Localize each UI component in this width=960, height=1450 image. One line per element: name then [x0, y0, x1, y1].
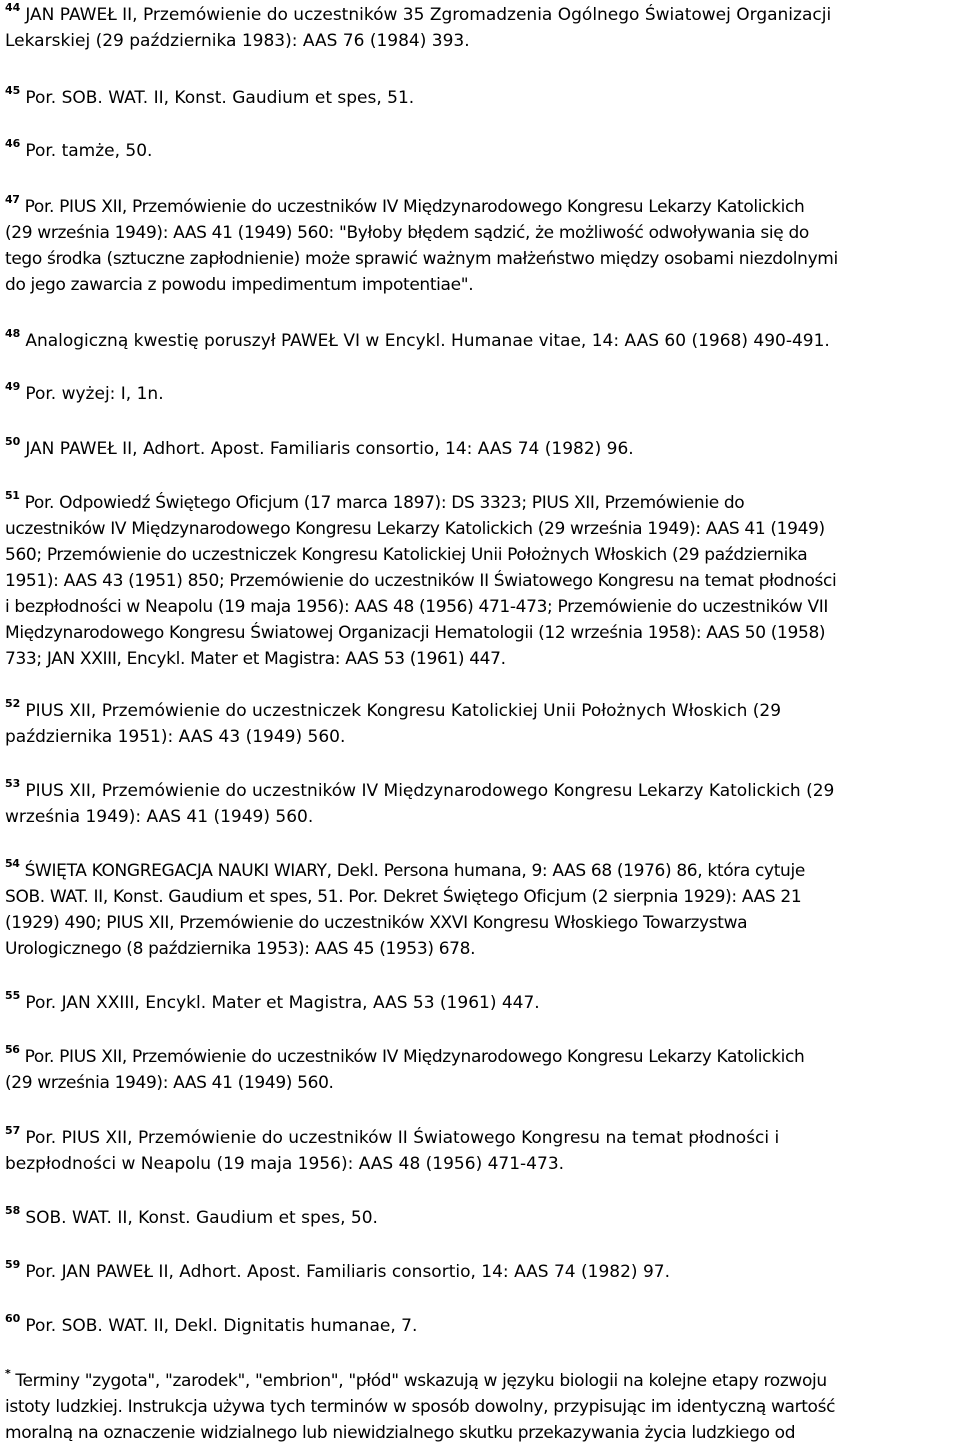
footnote-text: października 1951): AAS 43 (1949) 560. — [5, 727, 346, 747]
footnote-number: 45 — [5, 84, 21, 97]
footnote-text: tego środka (sztuczne zapłodnienie) może sprawić ważnym małżeństwo między osobami niezdolnymi — [5, 249, 838, 269]
footnote-number: 58 — [5, 1204, 21, 1217]
footnote-text: (29 września 1949): AAS 41 (1949) 560. — [5, 1073, 334, 1093]
footnote-text: Międzynarodowego Kongresu Światowej Organizacji Hematologii (12 września 1958): AAS 50 (1958) — [5, 623, 826, 643]
footnote-number: 56 — [5, 1043, 20, 1056]
footnote-text: PIUS XII, Przemówienie do uczestniczek Kongresu Katolickiej Unii Położnych Włoskich (29 — [25, 701, 782, 721]
footnote-number: 44 — [5, 1, 21, 14]
footnote-number: 46 — [5, 137, 21, 150]
footnote-47 — [5, 194, 957, 298]
footnote-number: 48 — [5, 327, 21, 340]
footnote-49 — [5, 381, 957, 407]
footnote-text: Lekarskiej (29 października 1983): AAS 76 (1984) 393. — [5, 31, 470, 51]
footnote-number: 57 — [5, 1124, 21, 1137]
footnote-text: SOB. WAT. II, Konst. Gaudium et spes, 50. — [25, 1208, 378, 1228]
footnote-text: 1951): AAS 43 (1951) 850; Przemówienie do uczestników II Światowego Kongresu na temat płodności — [5, 571, 837, 591]
footnote-number: 49 — [5, 380, 21, 393]
footnote-number: * — [5, 1367, 11, 1380]
footnote-text: 560; Przemówienie do uczestniczek Kongresu Katolickiej Unii Położnych Włoskich (29 października — [5, 545, 808, 565]
footnote-text: JAN PAWEŁ II, Przemówienie do uczestników 35 Zgromadzenia Ogólnego Światowej Organizacji — [25, 5, 832, 25]
footnote-text: i bezpłodności w Neapolu (19 maja 1956): AAS 48 (1956) 471-473; Przemówienie do uczestników VII — [5, 597, 829, 617]
footnote-59 — [5, 1259, 957, 1285]
footnote-45 — [5, 85, 957, 111]
footnote-53 — [5, 778, 957, 830]
footnote-60 — [5, 1313, 957, 1339]
footnote-52 — [5, 698, 957, 750]
footnote-text: moralną na oznaczenie widzialnego lub niewidzialnego skutku przekazywania życia ludzkiego od — [5, 1423, 796, 1443]
footnote-56 — [5, 1044, 957, 1096]
footnote-text: Por. JAN XXIII, Encykl. Mater et Magistra, AAS 53 (1961) 447. — [25, 993, 540, 1013]
footnote-text: PIUS XII, Przemówienie do uczestników IV Międzynarodowego Kongresu Lekarzy Katolickich (29 — [25, 781, 835, 801]
footnote-asterisk — [5, 1368, 957, 1446]
footnote-text: do jego zawarcia z powodu impedimentum impotentiae". — [5, 275, 474, 295]
footnote-57 — [5, 1125, 957, 1177]
footnote-51 — [5, 490, 957, 672]
footnote-text: (1929) 490; PIUS XII, Przemówienie do uczestników XXVI Kongresu Włoskiego Towarzystwa — [5, 913, 748, 933]
footnote-number: 55 — [5, 989, 21, 1002]
footnote-text: (29 września 1949): AAS 41 (1949) 560: "Byłoby błędem sądzić, że możliwość odwoływania się do — [5, 223, 809, 243]
footnote-text: Por. PIUS XII, Przemówienie do uczestników IV Międzynarodowego Kongresu Lekarzy Katolickich — [24, 1047, 805, 1067]
footnote-number: 53 — [5, 777, 21, 790]
footnote-58 — [5, 1205, 957, 1231]
footnote-number: 59 — [5, 1258, 21, 1271]
footnote-text: ŚWIĘTA KONGREGACJA NAUKI WIARY, Dekl. Persona humana, 9: AAS 68 (1976) 86, która cytuje — [24, 861, 805, 881]
footnote-number: 51 — [5, 489, 20, 502]
footnote-46 — [5, 138, 957, 164]
footnote-text: Urologicznego (8 października 1953): AAS 45 (1953) 678. — [5, 939, 476, 959]
footnote-text: Analogiczną kwestię poruszył PAWEŁ VI w Encykl. Humanae vitae, 14: AAS 60 (1968) 490-491. — [25, 331, 830, 351]
footnote-number: 47 — [5, 193, 20, 206]
footnote-number: 60 — [5, 1312, 21, 1325]
footnote-number: 52 — [5, 697, 21, 710]
footnote-text: Por. SOB. WAT. II, Dekl. Dignitatis humanae, 7. — [25, 1316, 418, 1336]
footnote-text: SOB. WAT. II, Konst. Gaudium et spes, 51. Por. Dekret Świętego Oficjum (2 sierpnia 1929): AAS 21 — [5, 887, 802, 907]
footnote-text: bezpłodności w Neapolu (19 maja 1956): AAS 48 (1956) 471-473. — [5, 1154, 565, 1174]
footnote-text: Por. tamże, 50. — [25, 141, 153, 161]
footnote-54 — [5, 858, 957, 962]
footnote-text: istoty ludzkiej. Instrukcja używa tych terminów w sposób dowolny, przypisując im identyczną wartość — [5, 1397, 836, 1417]
footnote-text: Por. JAN PAWEŁ II, Adhort. Apost. Familiaris consortio, 14: AAS 74 (1982) 97. — [25, 1262, 670, 1282]
footnote-text: Por. SOB. WAT. II, Konst. Gaudium et spes, 51. — [25, 88, 415, 108]
footnote-55 — [5, 990, 957, 1016]
footnote-text: Terminy "zygota", "zarodek", "embrion", "płód" wskazują w języku biologii na kolejne etapy rozwoju — [15, 1371, 827, 1391]
footnote-text: Por. Odpowiedź Świętego Oficjum (17 marca 1897): DS 3323; PIUS XII, Przemówienie do — [24, 493, 745, 513]
footnote-text: Por. PIUS XII, Przemówienie do uczestników II Światowego Kongresu na temat płodności i — [25, 1128, 780, 1148]
footnote-text: uczestników IV Międzynarodowego Kongresu Lekarzy Katolickich (29 września 1949): AAS 41 (1949) — [5, 519, 825, 539]
footnote-text: Por. PIUS XII, Przemówienie do uczestników IV Międzynarodowego Kongresu Lekarzy Katolickich — [24, 197, 805, 217]
footnote-number: 54 — [5, 857, 20, 870]
footnote-50 — [5, 436, 957, 462]
footnote-48 — [5, 328, 957, 354]
footnote-text: września 1949): AAS 41 (1949) 560. — [5, 807, 314, 827]
footnote-text: 733; JAN XXIII, Encykl. Mater et Magistra: AAS 53 (1961) 447. — [5, 649, 506, 669]
footnote-text: Por. wyżej: I, 1n. — [25, 384, 164, 404]
footnote-text: JAN PAWEŁ II, Adhort. Apost. Familiaris consortio, 14: AAS 74 (1982) 96. — [25, 439, 634, 459]
footnote-number: 50 — [5, 435, 21, 448]
footnote-44 — [5, 2, 957, 54]
